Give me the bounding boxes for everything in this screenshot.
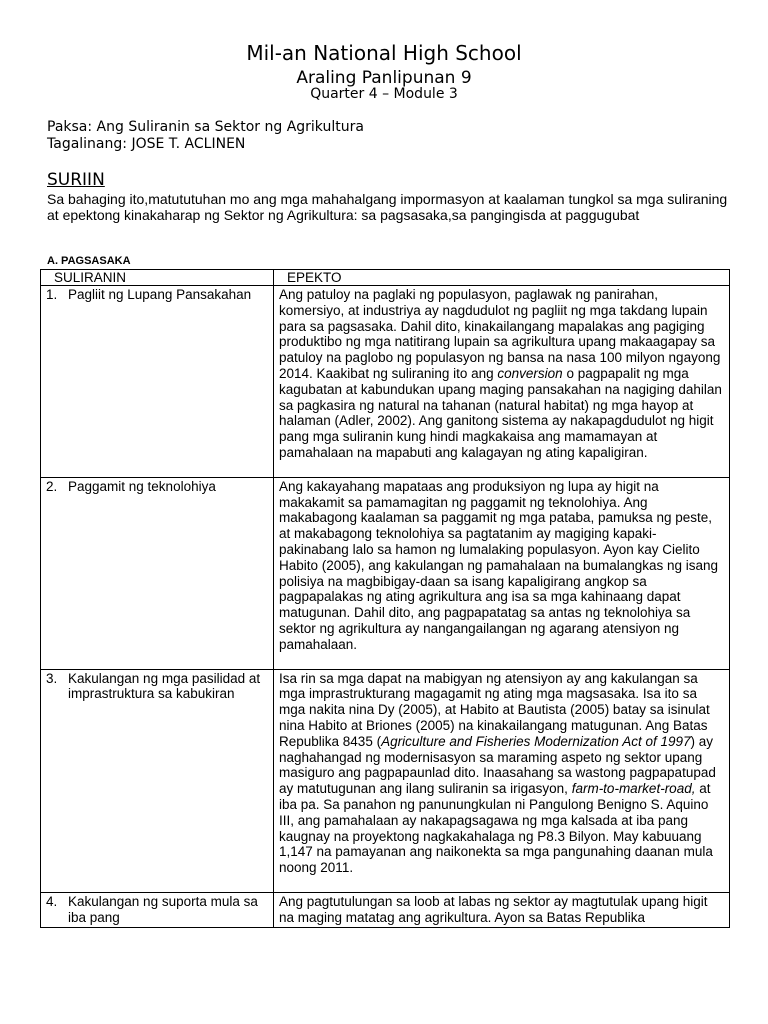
problem-cell [41, 477, 274, 669]
problem-text: Paggamit ng teknolohiya [68, 478, 216, 494]
header-epekto-label: EPEKTO [287, 270, 342, 285]
author-line: Tagalinang: JOSE T. ACLINEN [47, 136, 246, 152]
effect-emphasis: Agriculture and Fisheries Modernization Act of 1997 [381, 733, 691, 749]
effect-emphasis: farm-to-market-road, [571, 781, 696, 797]
effect-text: Ang patuloy na paglaki ng populasyon, paglawak ng panirahan, komersiyo, at industriya ay nagdudulot ng pagliit ng mga takdang lupain para sa pagsasaka. Dahil dito, kinakailangang mapalakas ang pagiging produktibo ng mga natitirang lupain sa agrikultura upang makaagapay sa patuloy na paglobo ng populasyon ng bansa na nasa 100 milyon ngayong 2014. Kaakibat ng suliraning ito ang [279, 287, 721, 381]
row-number: 1. [46, 287, 58, 302]
effect-text: Ang pagtutulungan sa loob at labas ng sektor ay magtutulak upang higit na maging matatag ang agrikultura. Ayon sa Batas Republika [279, 893, 708, 925]
problems-effects-table [40, 269, 730, 928]
table-row [41, 286, 730, 478]
table-row [41, 892, 730, 928]
problem-cell [41, 286, 274, 478]
subject-title: Araling Panlipunan 9 [296, 68, 472, 88]
effect-cell [274, 477, 730, 669]
effect-text-cont: ) ay naghahangad ng modernisasyon sa maraming aspeto ng sektor upang masiguro ang pagpapaunlad dito. Inaasahang sa wastong pagpapatupad ay matutugunan ang ilang suliranin sa irigasyon, [279, 733, 716, 797]
effect-emphasis: conversion [497, 365, 563, 381]
quarter-module: Quarter 4 – Module 3 [310, 86, 458, 102]
effect-cell [274, 669, 730, 892]
problem-text: Kakulangan ng mga pasilidad at imprastruktura sa kabukiran [68, 670, 261, 702]
row-number: 3. [46, 670, 58, 686]
problem-cell [41, 669, 274, 892]
section-a-title: A. PAGSASAKA [47, 255, 131, 267]
suriin-heading: SURIIN [47, 170, 105, 190]
table-header-row [41, 270, 730, 286]
header-suliranin-label: SULIRANIN [54, 270, 127, 285]
problem-text: Pagliit ng Lupang Pansakahan [68, 287, 252, 302]
effect-text-cont: at iba pa. Sa panahon ng panunungkulan ni Pangulong Benigno S. Aquino III, ang pamahalaan ay nakapagsagawa ng mga kalsada at iba pang kaugnay na proyektong nagkakahalaga ng P8.3 Bilyon. May kabuuang 1,147 na pamayanan ang naikonekta sa mga pangunahing daanan mula noong 2011. [279, 781, 713, 876]
problem-text: Kakulangan ng suporta mula sa iba pang [68, 893, 258, 925]
effect-text: Ang kakayahang mapataas ang produksiyon ng lupa ay higit na makakamit sa pamamagitan ng paggamit ng teknolohiya. Ang makabagong kaalaman sa paggamit ng mga pataba, pamuksa ng peste, at makabagong teknolohiya sa pagtatanim ay magiging kapaki-pakinabang lalo sa hamon ng lumalaking populasyon. Ayon kay Cielito Habito (2005), ang kakulangan ng pamahalaan na bumalangkas ng isang polisiya na magbibigay-daan sa isang kapaligirang angkop sa pagpapalakas ng ating agrikultura ang isa sa mga kahinaang dapat matugunan. Dahil dito, ang pagpapatatag sa antas ng teknolohiya sa sektor ng agrikultura ay nangangailangan ng agarang atensiyon ng pamahalaan. [279, 478, 719, 652]
header-suliranin [41, 270, 274, 286]
problem-cell [41, 892, 274, 928]
header-epekto [274, 270, 730, 286]
effect-text: Isa rin sa mga dapat na mabigyan ng atensiyon ay ang kakulangan sa mga imprastrukturang magagamit ng ating mga magsasaka. Isa ito sa mga nakita nina Dy (2005), at Habito at Bautista (2005) batay sa isinulat nina Habito at Briones (2005) na kinakailangang matugunan. Ang Batas Republika 8435 ( [279, 670, 710, 749]
effect-cell [274, 892, 730, 928]
row-number: 4. [46, 893, 58, 909]
topic-line: Paksa: Ang Suliranin sa Sektor ng Agrikultura [47, 119, 364, 135]
table-row [41, 477, 730, 669]
intro-paragraph: Sa bahaging ito,matututuhan mo ang mga mahahalgang impormasyon at kaalaman tungkol sa mga suliraning at epektong kinakaharap ng Sektor ng Agrikultura: sa pagsasaka,sa pangingisda at paggugubat [47, 191, 728, 224]
school-name: Mil-an National High School [246, 41, 522, 65]
effect-cell [274, 286, 730, 478]
table-row [41, 669, 730, 892]
row-number: 2. [46, 478, 58, 494]
effect-text-cont: o pagpapalit ng mga kagubatan at kabundukan upang maging pansakahan na nagiging dahilan sa pagkasira ng natural na tahanan (natural habitat) ng mga hayop at halaman (Adler, 2002). Ang ganitong sistema ay nakapagdudulot ng higit pang mga suliranin kung hindi magkakaisa ang mamamayan at pamahalaan na mapabuti ang kalagayan ng ating kapaligiran. [279, 365, 722, 460]
